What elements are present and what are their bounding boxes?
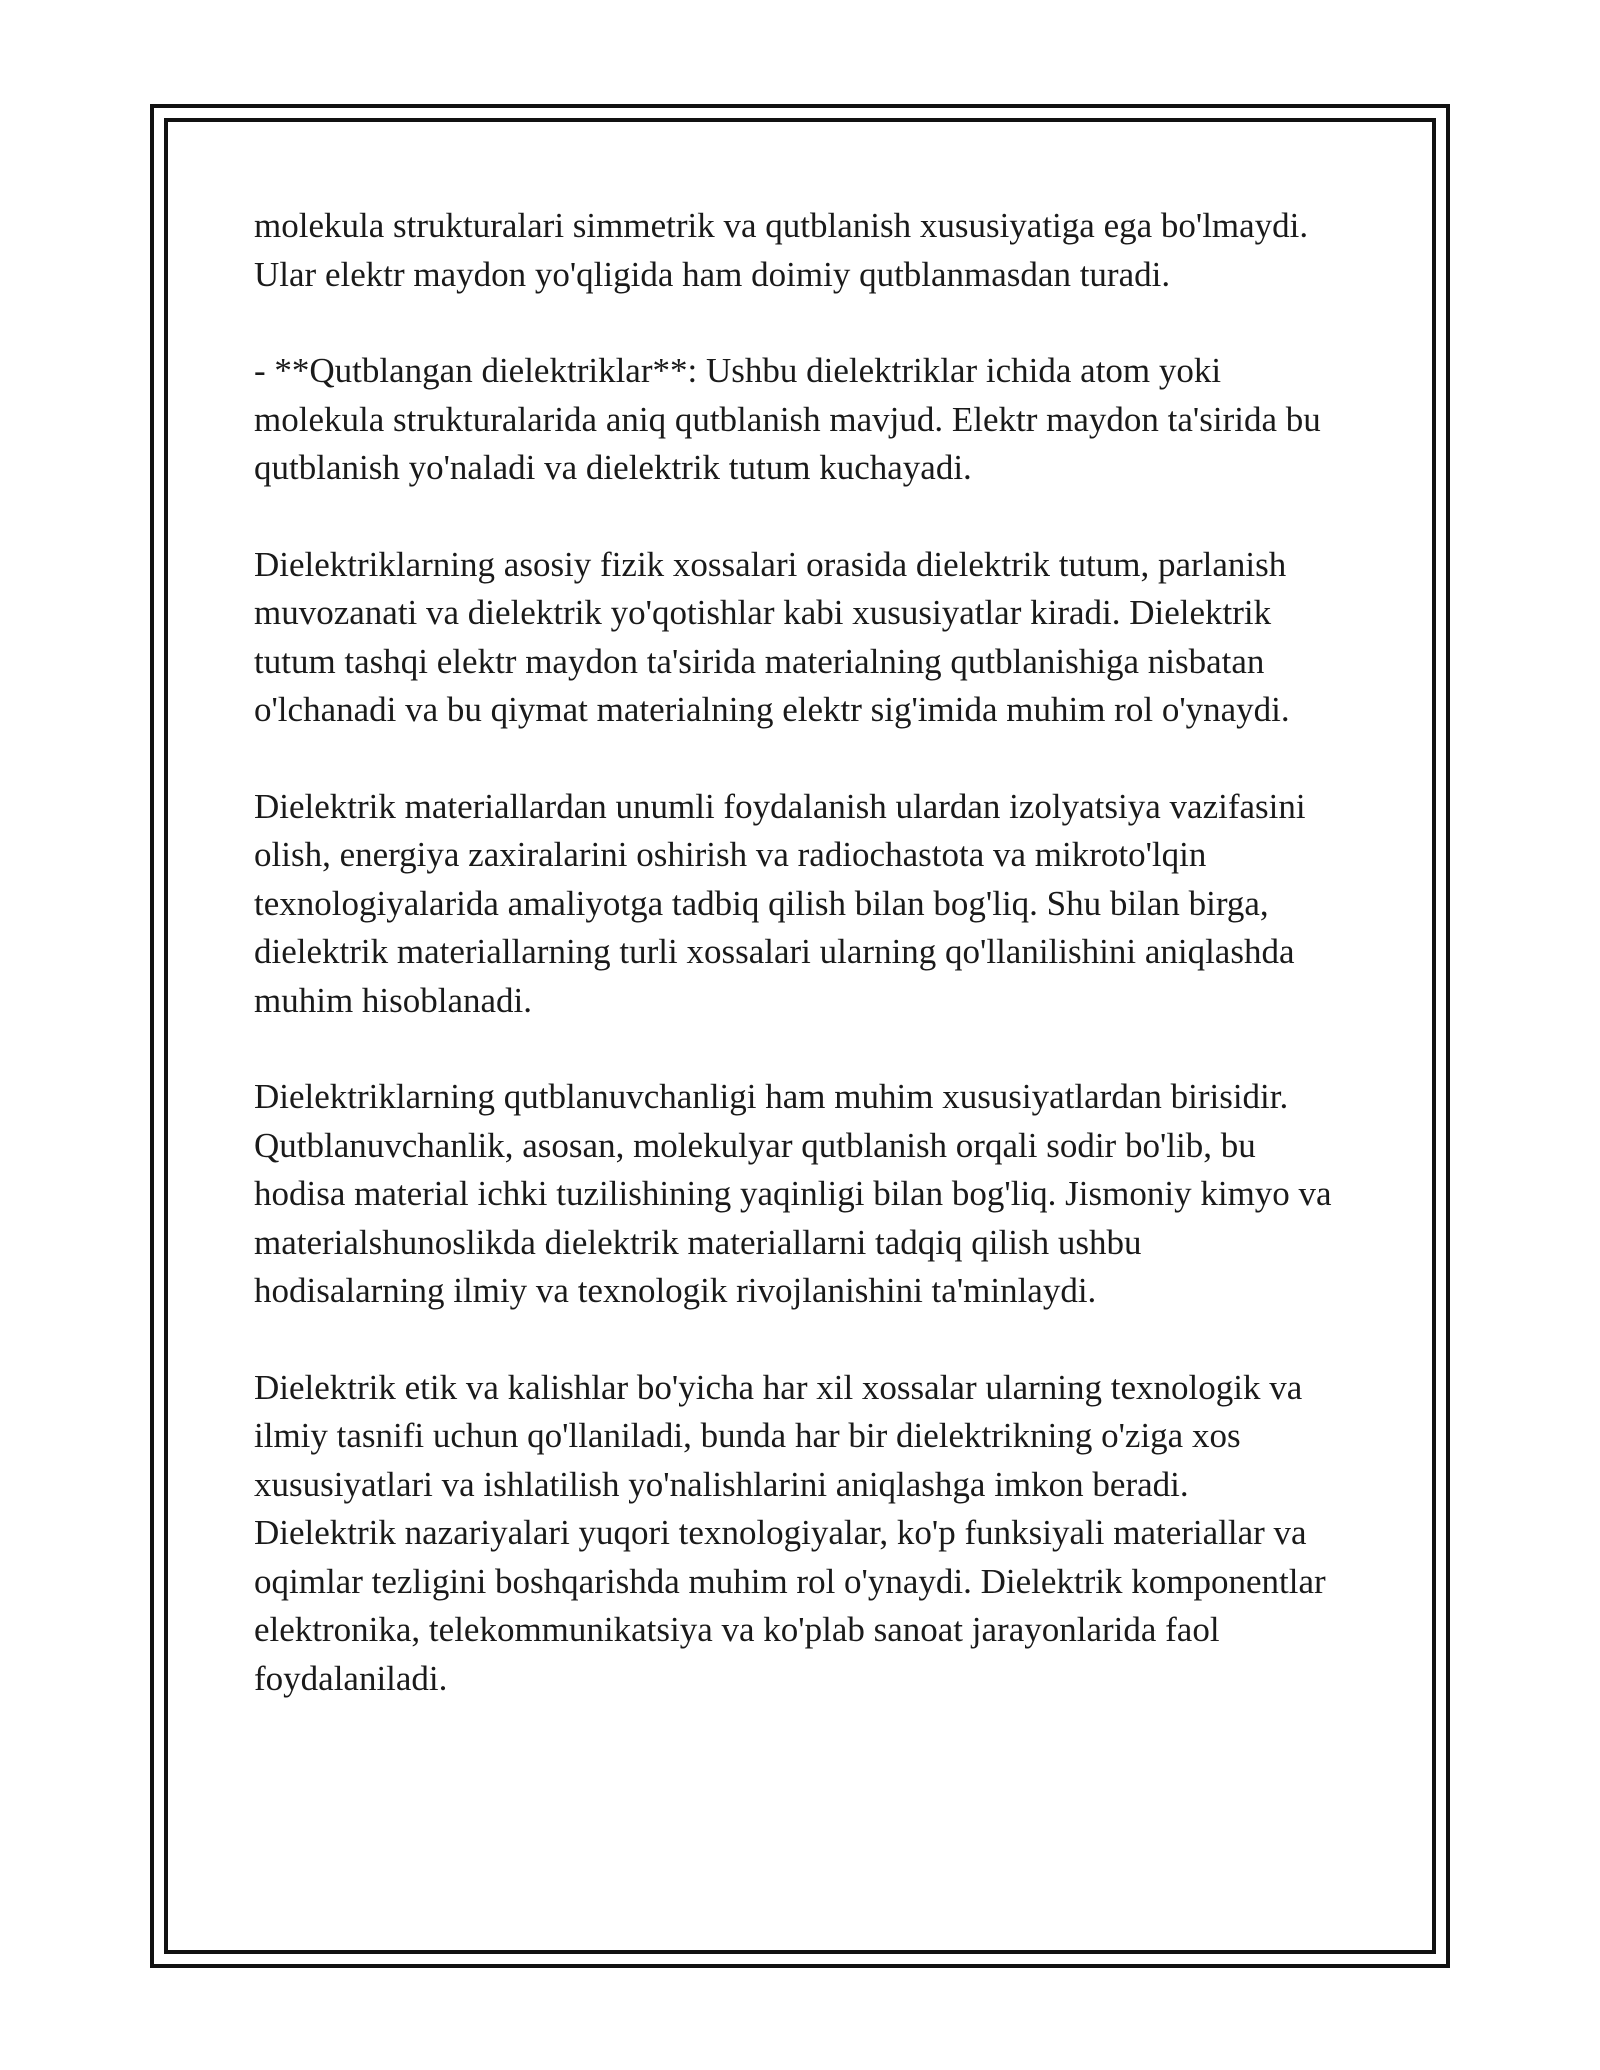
- text-line: Dielektrik nazariyalari yuqori texnologiyalar, ko'p funksiyali materiallar va: [254, 1513, 1307, 1552]
- text-line: olish, energiya zaxiralarini oshirish va radiochastota va mikroto'lqin: [254, 835, 1207, 874]
- text-line: Ular elektr maydon yo'qligida ham doimiy qutblanmasdan turadi.: [254, 254, 1171, 294]
- text-line: molekula strukturalari simmetrik va qutblanish xususiyatiga ega bo'lmaydi.: [254, 206, 1309, 245]
- text-line: molekula strukturalarida aniq qutblanish mavjud. Elektr maydon ta'sirida bu: [254, 399, 1321, 439]
- page-border-outer: [150, 104, 1450, 1968]
- text-line: tutum tashqi elektr maydon ta'sirida materialning qutblanishiga nisbatan: [254, 641, 1265, 681]
- text-line: ilmiy tasnifi uchun qo'llaniladi, bunda har bir dielektrikning o'ziga xos: [254, 1416, 1241, 1455]
- paragraph-2: [254, 347, 1384, 493]
- text-line: texnologiyalarida amaliyotga tadbiq qilish bilan bog'liq. Shu bilan birga,: [254, 883, 1269, 923]
- paragraph-4: [254, 783, 1384, 1026]
- paragraph-5: [254, 1073, 1384, 1316]
- text-line: muvozanati va dielektrik yo'qotishlar kabi xususiyatlar kiradi. Dielektrik: [254, 593, 1272, 632]
- text-line: dielektrik materiallarning turli xossalari ularning qo'llanilishini aniqlashda: [254, 932, 1295, 971]
- text-line: Dielektriklarning asosiy fizik xossalari orasida dielektrik tutum, parlanish: [254, 544, 1287, 584]
- paragraph-1: [254, 202, 1384, 299]
- paragraph-3: [254, 541, 1384, 735]
- text-line: qutblanish yo'naladi va dielektrik tutum kuchayadi.: [254, 448, 972, 487]
- text-line: xususiyatlari va ishlatilish yo'nalishlarini aniqlashga imkon beradi.: [254, 1464, 1189, 1504]
- page-border-inner: [164, 118, 1436, 1954]
- text-line: foydalaniladi.: [254, 1658, 448, 1698]
- text-line: muhim hisoblanadi.: [254, 980, 533, 1020]
- text-line: Dielektrik etik va kalishlar bo'yicha har xil xossalar ularning texnologik va: [254, 1367, 1303, 1407]
- text-line: materialshunoslikda dielektrik materiallarni tadqiq qilish ushbu: [254, 1222, 1142, 1262]
- text-line: Qutblanuvchanlik, asosan, molekulyar qutblanish orqali sodir bo'lib, bu: [254, 1125, 1256, 1165]
- text-line: oqimlar tezligini boshqarishda muhim rol o'ynaydi. Dielektrik komponentlar: [254, 1561, 1326, 1601]
- document-body: [254, 202, 1384, 1751]
- text-line: o'lchanadi va bu qiymat materialning elektr sig'imida muhim rol o'ynaydi.: [254, 690, 1290, 729]
- text-line: elektronika, telekommunikatsiya va ko'plab sanoat jarayonlarida faol: [254, 1610, 1220, 1649]
- text-line: Dielektriklarning qutblanuvchanligi ham muhim xususiyatlardan birisidir.: [254, 1077, 1289, 1116]
- text-line: Dielektrik materiallardan unumli foydalanish ulardan izolyatsiya vazifasini: [254, 786, 1306, 826]
- text-line: - **Qutblangan dielektriklar**: Ushbu dielektriklar ichida atom yoki: [254, 351, 1222, 390]
- text-line: hodisa material ichki tuzilishining yaqinligi bilan bog'liq. Jismoniy kimyo va: [254, 1174, 1332, 1213]
- text-line: hodisalarning ilmiy va texnologik rivojlanishini ta'minlaydi.: [254, 1271, 1097, 1310]
- paragraph-6: [254, 1364, 1384, 1704]
